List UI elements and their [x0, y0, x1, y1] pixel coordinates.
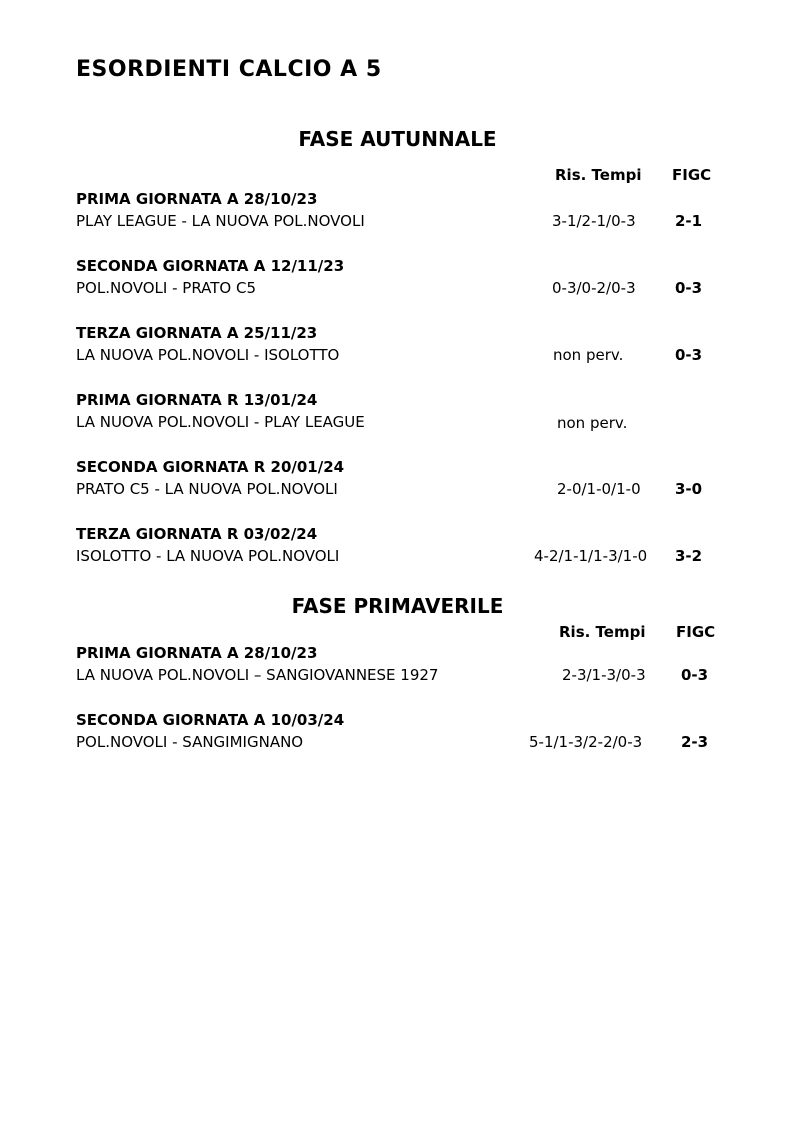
result-tempi: 2-0/1-0/1-0	[557, 480, 641, 498]
match-teams: ISOLOTTO - LA NUOVA POL.NOVOLI	[76, 547, 340, 565]
result-figc: 3-0	[675, 480, 703, 498]
round-label: PRIMA GIORNATA R 13/01/24	[76, 391, 318, 409]
result-figc: 2-1	[675, 212, 703, 230]
match-teams: POL.NOVOLI - PRATO C5	[76, 279, 256, 297]
match-teams: PLAY LEAGUE - LA NUOVA POL.NOVOLI	[76, 212, 365, 230]
round-label: SECONDA GIORNATA R 20/01/24	[76, 458, 345, 476]
round-label: TERZA GIORNATA R 03/02/24	[76, 525, 318, 543]
section-heading-autunnale: FASE AUTUNNALE	[298, 127, 497, 151]
round-label: SECONDA GIORNATA A 12/11/23	[76, 257, 345, 275]
match-teams: POL.NOVOLI - SANGIMIGNANO	[76, 733, 304, 751]
result-figc: 0-3	[675, 279, 703, 297]
result-tempi: 4-2/1-1/1-3/1-0	[534, 547, 648, 565]
match-teams: LA NUOVA POL.NOVOLI - PLAY LEAGUE	[76, 413, 365, 431]
result-tempi: non perv.	[553, 346, 624, 364]
match-teams: LA NUOVA POL.NOVOLI – SANGIOVANNESE 1927	[76, 666, 439, 684]
round-label: SECONDA GIORNATA A 10/03/24	[76, 711, 345, 729]
column-header-figc: FIGC	[672, 166, 712, 184]
result-tempi: 2-3/1-3/0-3	[562, 666, 646, 684]
round-label: PRIMA GIORNATA A 28/10/23	[76, 190, 318, 208]
column-header-tempi: Ris. Tempi	[559, 623, 646, 641]
result-figc: 0-3	[675, 346, 703, 364]
column-header-tempi: Ris. Tempi	[555, 166, 642, 184]
result-figc: 0-3	[681, 666, 709, 684]
match-teams: LA NUOVA POL.NOVOLI - ISOLOTTO	[76, 346, 340, 364]
column-header-figc: FIGC	[676, 623, 716, 641]
result-tempi: 3-1/2-1/0-3	[552, 212, 636, 230]
result-tempi: 0-3/0-2/0-3	[552, 279, 636, 297]
round-label: TERZA GIORNATA A 25/11/23	[76, 324, 318, 342]
result-tempi: 5-1/1-3/2-2/0-3	[529, 733, 643, 751]
match-teams: PRATO C5 - LA NUOVA POL.NOVOLI	[76, 480, 338, 498]
round-label: PRIMA GIORNATA A 28/10/23	[76, 644, 318, 662]
result-tempi: non perv.	[557, 414, 628, 432]
document-title: ESORDIENTI CALCIO A 5	[76, 57, 382, 82]
result-figc: 2-3	[681, 733, 709, 751]
result-figc: 3-2	[675, 547, 703, 565]
section-heading-primaverile: FASE PRIMAVERILE	[291, 594, 504, 618]
